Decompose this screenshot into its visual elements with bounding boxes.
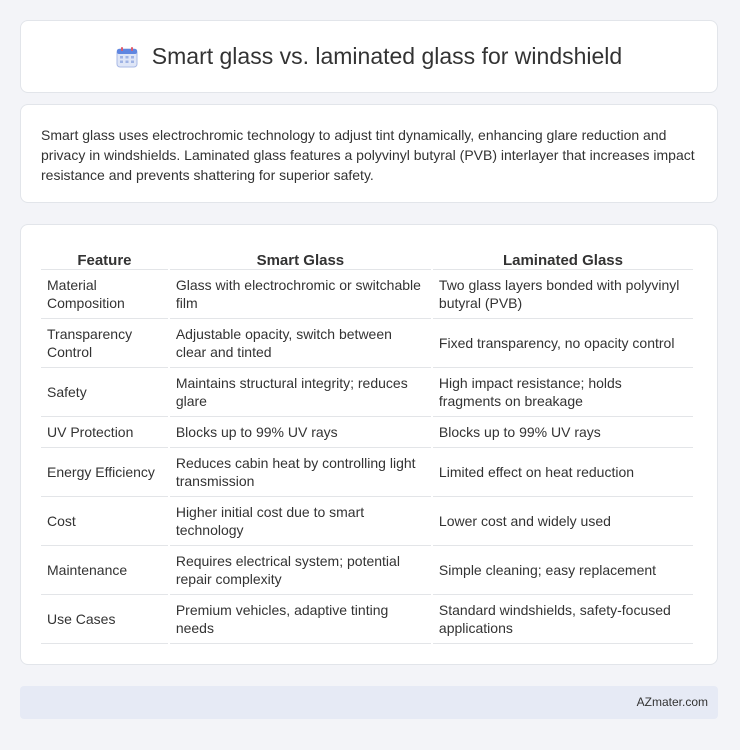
table-row	[41, 497, 693, 546]
row-feature: Use Cases	[41, 595, 168, 644]
header-smart-glass: Smart Glass	[170, 247, 431, 270]
intro-text: Smart glass uses electrochromic technology to adjust tint dynamically, enhancing glare reduction and privacy in windshields. Laminated glass features a polyvinyl butyral (PVB) interlayer that increases impact resistance and prevents shattering for superior safety.	[41, 127, 695, 183]
table-row	[41, 546, 693, 595]
table-row	[41, 417, 693, 448]
header-feature: Feature	[41, 247, 168, 270]
row-smart-glass: Adjustable opacity, switch between clear and tinted	[170, 319, 431, 368]
row-feature: Transparency Control	[41, 319, 168, 368]
table-row	[41, 270, 693, 319]
row-laminated-glass: Simple cleaning; easy replacement	[433, 546, 693, 595]
footer-bar	[20, 686, 718, 719]
table-row	[41, 368, 693, 417]
table-row	[41, 595, 693, 644]
row-laminated-glass: Standard windshields, safety-focused applications	[433, 595, 693, 644]
row-laminated-glass: Lower cost and widely used	[433, 497, 693, 546]
row-laminated-glass: High impact resistance; holds fragments on breakage	[433, 368, 693, 417]
row-feature: Material Composition	[41, 270, 168, 319]
row-laminated-glass: Limited effect on heat reduction	[433, 448, 693, 497]
table-row	[41, 448, 693, 497]
row-smart-glass: Requires electrical system; potential repair complexity	[170, 546, 431, 595]
comparison-card	[20, 224, 718, 665]
calendar-icon	[116, 46, 138, 68]
row-smart-glass: Reduces cabin heat by controlling light transmission	[170, 448, 431, 497]
page-title: Smart glass vs. laminated glass for windshield	[151, 43, 623, 69]
table-row	[41, 319, 693, 368]
row-feature: Cost	[41, 497, 168, 546]
row-smart-glass: Maintains structural integrity; reduces glare	[170, 368, 431, 417]
row-smart-glass: Higher initial cost due to smart technology	[170, 497, 431, 546]
row-laminated-glass: Blocks up to 99% UV rays	[433, 417, 693, 448]
row-feature: UV Protection	[41, 417, 168, 448]
row-smart-glass: Glass with electrochromic or switchable film	[170, 270, 431, 319]
row-feature: Energy Efficiency	[41, 448, 168, 497]
comparison-table	[39, 247, 695, 644]
header-laminated-glass: Laminated Glass	[433, 247, 693, 270]
title-card	[20, 20, 718, 93]
row-smart-glass: Premium vehicles, adaptive tinting needs	[170, 595, 431, 644]
table-header-row	[41, 247, 693, 270]
row-laminated-glass: Two glass layers bonded with polyvinyl butyral (PVB)	[433, 270, 693, 319]
row-feature: Safety	[41, 368, 168, 417]
footer-site-link[interactable]: AZmater.com	[636, 695, 708, 709]
row-laminated-glass: Fixed transparency, no opacity control	[433, 319, 693, 368]
row-smart-glass: Blocks up to 99% UV rays	[170, 417, 431, 448]
row-feature: Maintenance	[41, 546, 168, 595]
intro-card	[20, 104, 718, 203]
